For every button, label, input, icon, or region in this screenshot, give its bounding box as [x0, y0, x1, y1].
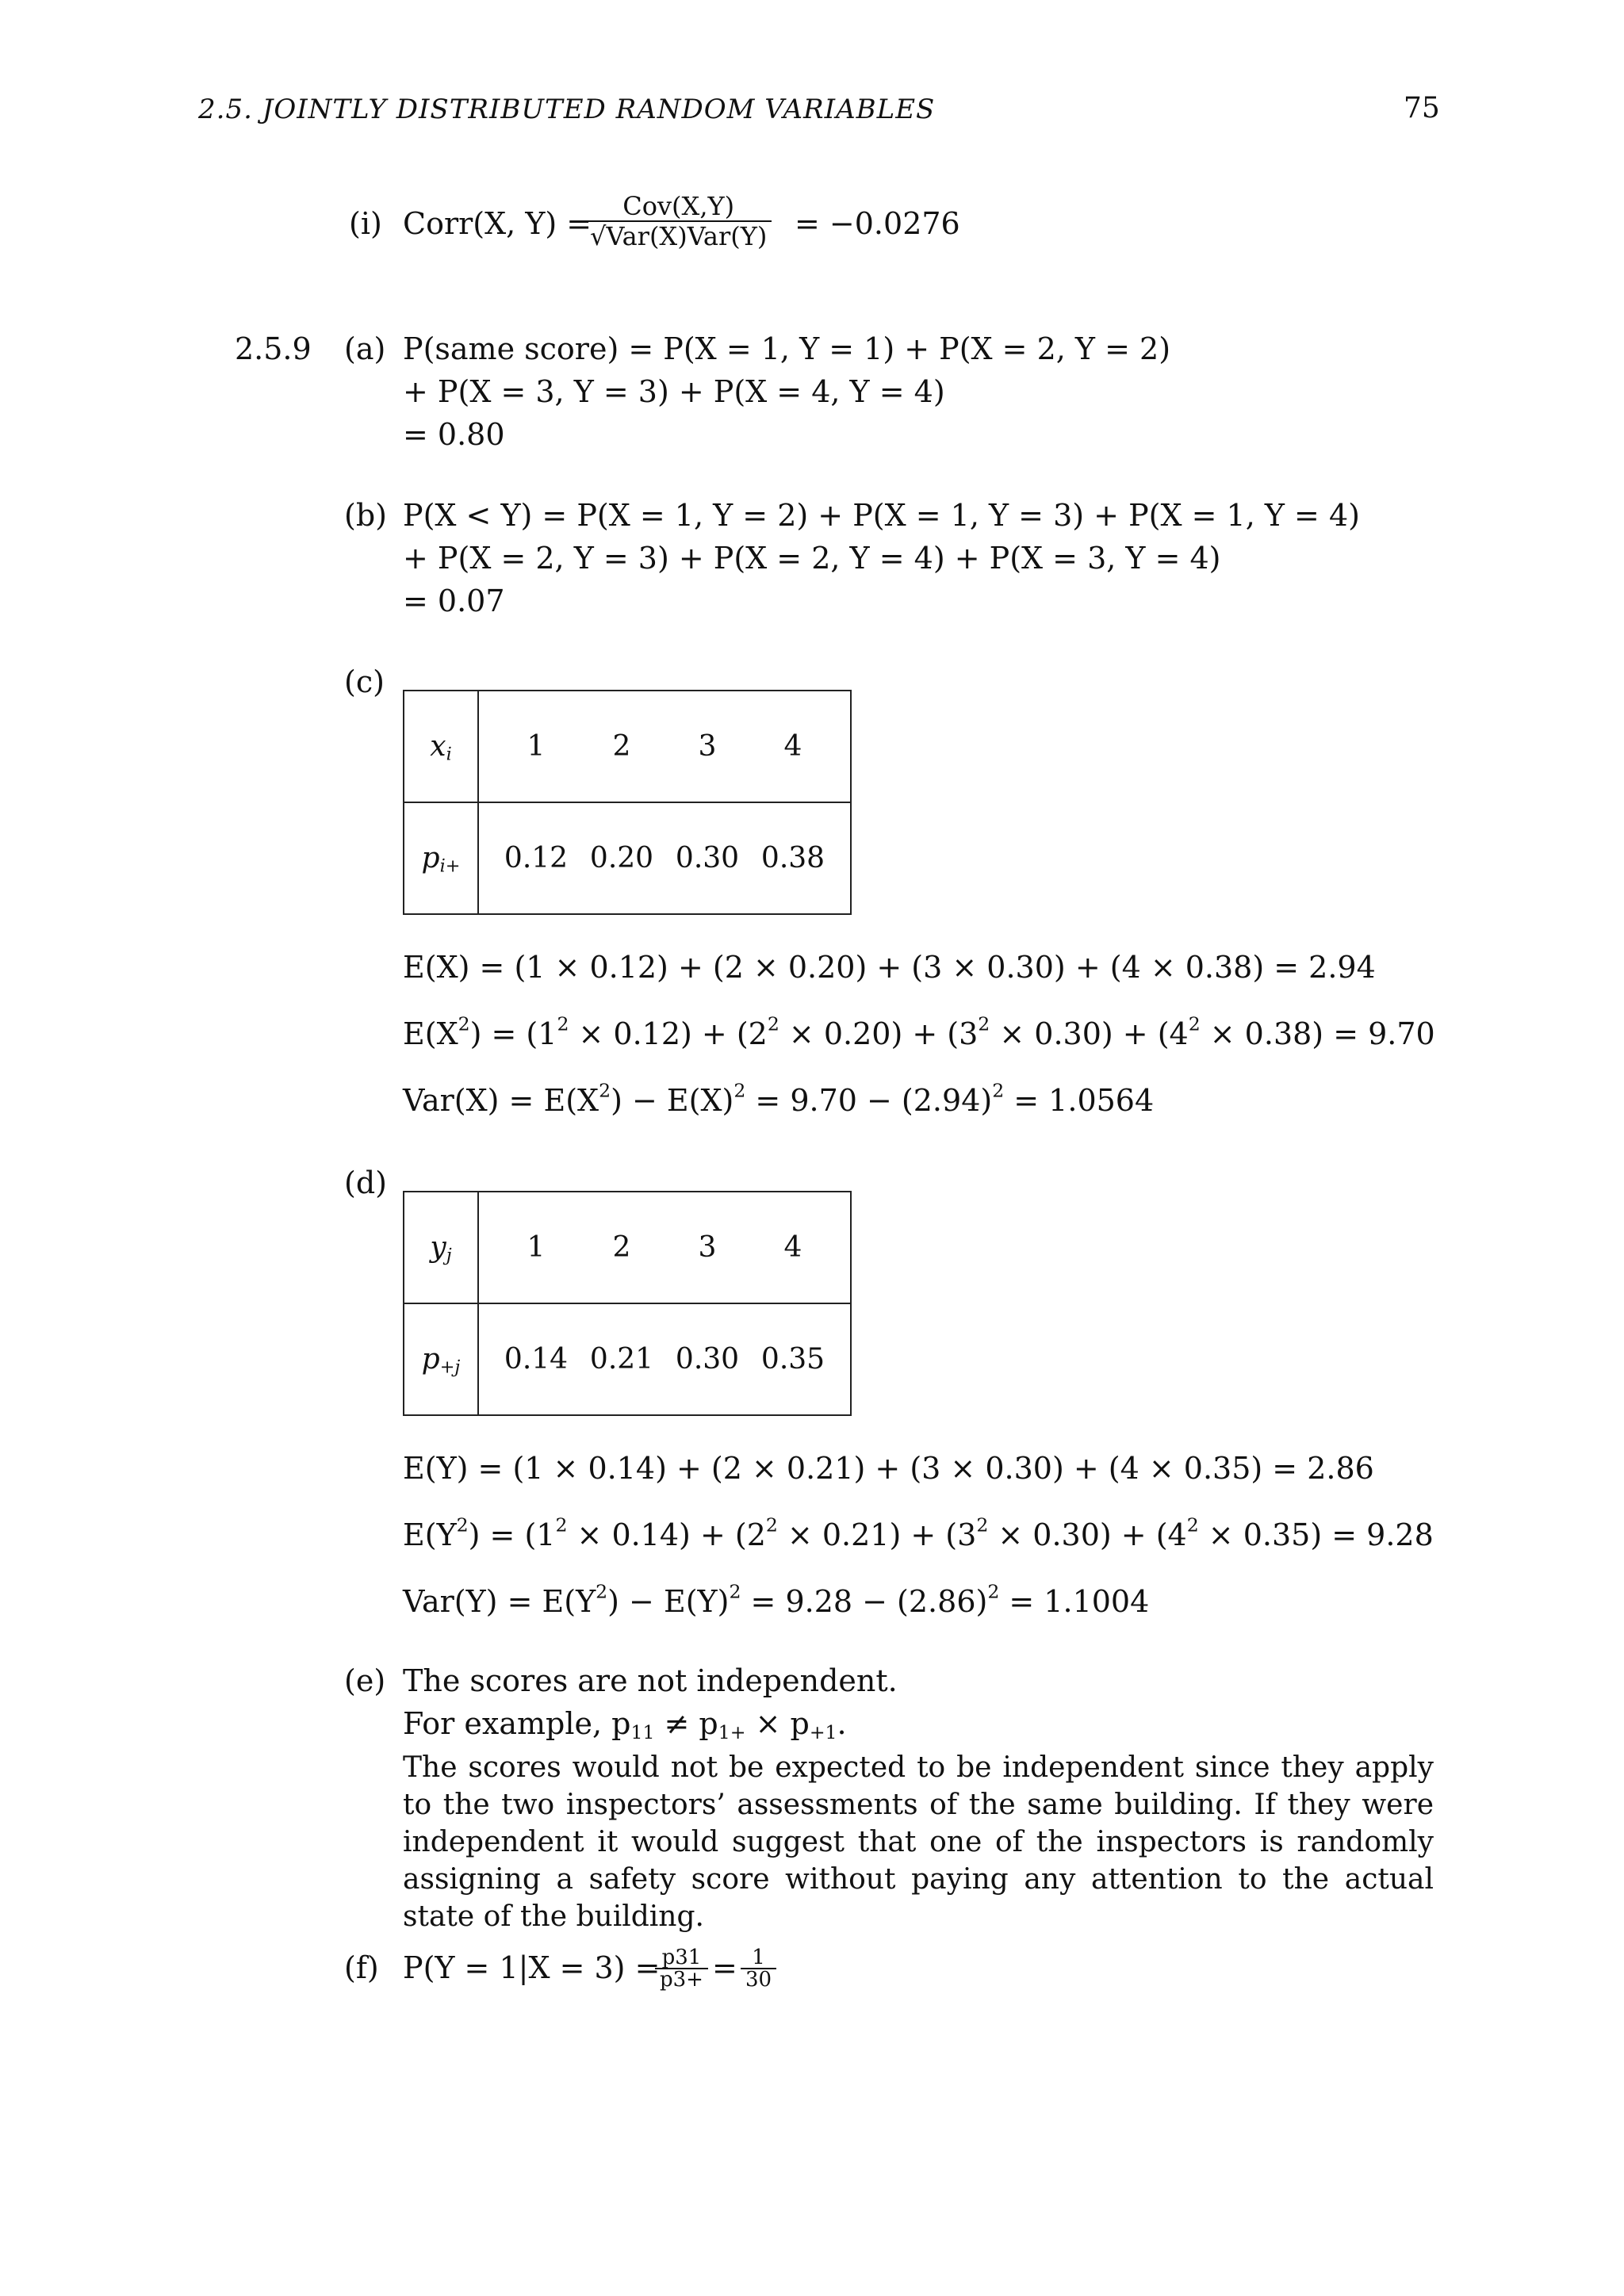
- variance-x: $Var(X) = E(X^2) - E(X)^2 = 9.70 - (2.94)^2 = 1.0564$: [403, 1079, 1155, 1118]
- p-value: 0.30: [675, 1343, 740, 1376]
- table-row: [404, 1303, 851, 1415]
- y-values-cell: [478, 1192, 851, 1303]
- part-b-line1: P(X < Y) = P(X = 1, Y = 2) + P(X = 1, Y = 3) + P(X = 1, Y = 4): [403, 498, 1360, 533]
- y-value: 4: [783, 1231, 802, 1264]
- part-a-line3: = 0.80: [403, 417, 505, 452]
- part-a-line1: P(same score) = P(X = 1, Y = 1) + P(X = 2, Y = 2): [403, 331, 1171, 366]
- table-row: [404, 691, 851, 802]
- part-e-line2: For example, $p_{11} \ne p_{1+} \times p_{+1}$.: [403, 1706, 847, 1743]
- running-header: 2.5. JOINTLY DISTRIBUTED RANDOM VARIABLES: [198, 94, 936, 125]
- marginal-y-table: [403, 1191, 852, 1416]
- p-value: 0.12: [504, 842, 569, 874]
- conditional-fraction: [655, 1947, 708, 1990]
- x-value: 2: [612, 730, 631, 763]
- part-i-lhs: Corr(X, Y) =: [403, 206, 592, 241]
- part-c-label: (c): [344, 664, 385, 699]
- x-value: 1: [527, 730, 546, 763]
- p-values-cell: [478, 802, 851, 914]
- p-value: 0.20: [589, 842, 654, 874]
- page-number: 75: [1404, 92, 1440, 124]
- part-a-line2: + P(X = 3, Y = 3) + P(X = 4, Y = 4): [403, 374, 945, 409]
- part-f-label: (f): [344, 1950, 379, 1985]
- part-b-line3: = 0.07: [403, 584, 505, 618]
- result-fraction: [741, 1947, 776, 1990]
- expectation-y-squared: $E(Y^2) = (1^2 \times 0.14) + (2^2 \times 0.21) + (3^2 \times 0.30) + (4^2 \times 0.35) = 9.28$: [403, 1513, 1434, 1552]
- result-denominator: 30: [741, 1968, 776, 1990]
- corr-fraction: [585, 192, 772, 251]
- table-row: [404, 802, 851, 914]
- x-values-cell: [478, 691, 851, 802]
- p-value: 0.35: [760, 1343, 825, 1376]
- p-value: 0.30: [675, 842, 740, 874]
- part-f-equals: =: [712, 1950, 737, 1985]
- y-value: 2: [612, 1231, 631, 1264]
- x-value: 4: [783, 730, 802, 763]
- corr-result: = −0.0276: [795, 206, 960, 241]
- expectation-x-squared: $E(X^2) = (1^2 \times 0.12) + (2^2 \times 0.20) + (3^2 \times 0.30) + (4^2 \times 0.38) = 9.70$: [403, 1012, 1435, 1051]
- row-header-yj: $y_j$: [404, 1192, 478, 1303]
- part-e-paragraph: The scores would not be expected to be independent since they apply to the two inspectors’ assessments of the same building. If they were independent it would suggest that one of the inspectors is randomly assigning a safety score without paying any attention to the actual state of the building.: [403, 1751, 1434, 1933]
- part-b-label: (b): [344, 498, 387, 533]
- fraction-numerator: p31: [661, 1946, 702, 1969]
- corr-denominator: √Var(X)Var(Y): [585, 220, 772, 251]
- row-header-pj: $p_{+j}$: [404, 1303, 478, 1415]
- row-header-pi: $p_{i+}$: [404, 802, 478, 914]
- part-a-label: (a): [344, 331, 386, 366]
- part-i-label: (i): [349, 206, 382, 241]
- expectation-y: E(Y) = (1 × 0.14) + (2 × 0.21) + (3 × 0.30) + (4 × 0.35) = 2.86: [403, 1451, 1374, 1486]
- p-value: 0.21: [589, 1343, 654, 1376]
- table-row: [404, 1192, 851, 1303]
- p-value: 0.14: [504, 1343, 569, 1376]
- expectation-x: E(X) = (1 × 0.12) + (2 × 0.20) + (3 × 0.30) + (4 × 0.38) = 2.94: [403, 950, 1376, 985]
- variance-y: $Var(Y) = E(Y^2) - E(Y)^2 = 9.28 - (2.86)^2 = 1.1004$: [403, 1580, 1150, 1619]
- p-values-cell: [478, 1303, 851, 1415]
- part-d-label: (d): [344, 1165, 387, 1200]
- marginal-x-table: [403, 690, 852, 915]
- corr-numerator: Cov(X,Y): [622, 191, 735, 221]
- y-value: 3: [698, 1231, 717, 1264]
- row-header-xi: $x_i$: [404, 691, 478, 802]
- part-e-line1: The scores are not independent.: [403, 1663, 898, 1698]
- fraction-denominator: p3+: [655, 1968, 708, 1990]
- y-value: 1: [527, 1231, 546, 1264]
- p-value: 0.38: [760, 842, 825, 874]
- result-numerator: 1: [752, 1946, 765, 1969]
- part-f-lhs: P(Y = 1|X = 3) =: [403, 1950, 661, 1985]
- x-value: 3: [698, 730, 717, 763]
- part-b-line2: + P(X = 2, Y = 3) + P(X = 2, Y = 4) + P(X = 3, Y = 4): [403, 541, 1221, 576]
- problem-number: 2.5.9: [235, 331, 312, 366]
- part-e-label: (e): [344, 1663, 386, 1698]
